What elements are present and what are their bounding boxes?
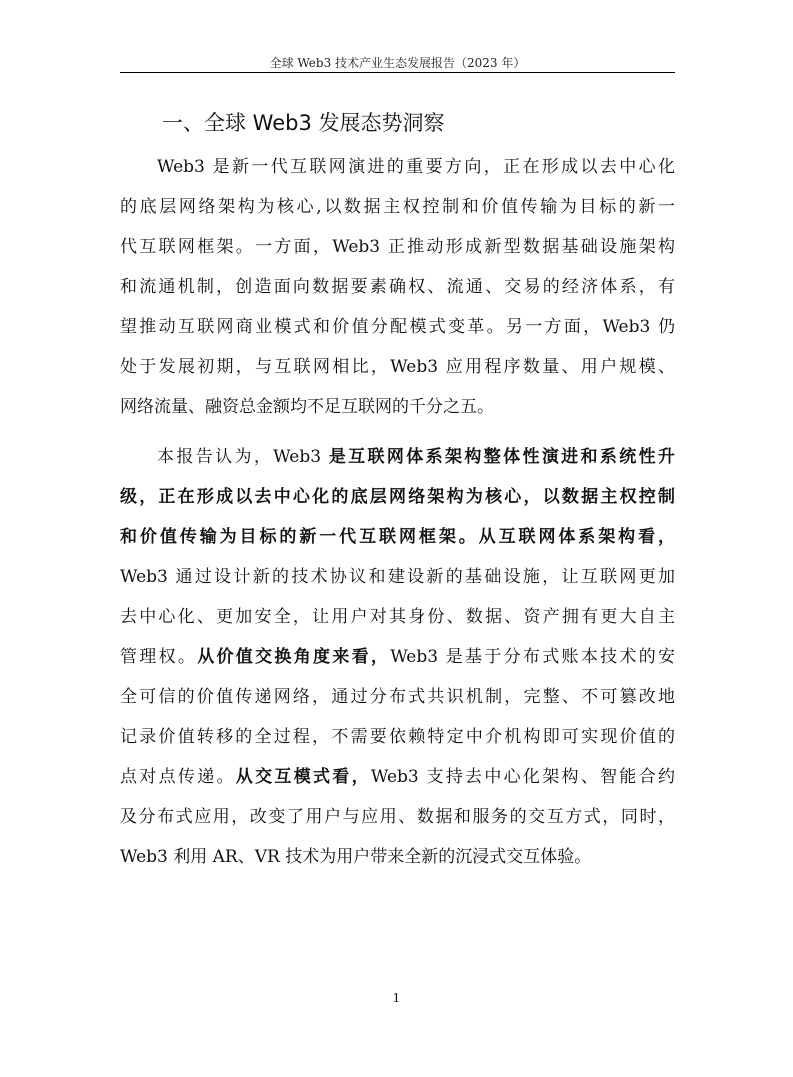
bold-text: 从交互模式看， — [235, 767, 371, 787]
paragraph-line: 和流通机制，创造面向数据要素确权、流通、交易的经济体系，有 — [120, 277, 675, 297]
plain-text: 点对点传递。 — [120, 767, 236, 787]
paragraph-report-view — [120, 437, 675, 877]
paragraph-line: 网络流量、融资总金额均不足互联网的千分之五。 — [120, 397, 494, 417]
plain-text: 本报告认为，Web3 — [157, 447, 329, 467]
paragraph-line — [120, 517, 675, 557]
paragraph-line: Web3 利用 AR、VR 技术为用户带来全新的沉浸式交互体验。 — [120, 847, 592, 867]
paragraph-line — [120, 637, 675, 677]
paragraph-line: Web3 是新一代互联网演进的重要方向，正在形成以去中心化 — [157, 157, 675, 177]
bold-text: 从价值交换角度来看， — [197, 647, 391, 667]
bold-text: 和价值传输为目标的新一代互联网框架。从互联网体系架构看， — [120, 527, 675, 547]
plain-text: 管理权。 — [120, 647, 198, 667]
paragraph-line — [120, 757, 675, 797]
paragraph-line: 处于发展初期，与互联网相比，Web3 应用程序数量、用户规模、 — [120, 357, 675, 377]
paragraph-line: 及分布式应用，改变了用户与应用、数据和服务的交互方式，同时， — [120, 807, 675, 827]
header-divider — [120, 72, 675, 73]
paragraph-line: 记录价值转移的全过程，不需要依赖特定中介机构即可实现价值的 — [120, 727, 675, 747]
paragraph-line — [120, 477, 675, 517]
plain-text: Web3 是基于分布式账本技术的安 — [390, 647, 676, 667]
paragraph-overview — [120, 147, 675, 427]
paragraph-line: 望推动互联网商业模式和价值分配模式变革。另一方面，Web3 仍 — [120, 317, 675, 337]
page-number: 1 — [392, 991, 401, 1005]
bold-text: 是互联网体系架构整体性演进和系统性升 — [328, 447, 676, 467]
section-heading: 一、全球 Web3 发展态势洞察 — [162, 111, 445, 135]
paragraph-line: 去中心化、更加安全，让用户对其身份、数据、资产拥有更大自主 — [120, 607, 675, 627]
paragraph-line: Web3 通过设计新的技术协议和建设新的基础设施，让互联网更加 — [120, 567, 675, 587]
paragraph-line: 的底层网络架构为核心,以数据主权控制和价值传输为目标的新一 — [120, 197, 675, 217]
paragraph-line — [120, 437, 675, 477]
plain-text: Web3 支持去中心化架构、智能合约 — [370, 767, 676, 787]
paragraph-line: 全可信的价值传递网络，通过分布式共识机制，完整、不可篡改地 — [120, 687, 675, 707]
bold-text: 级，正在形成以去中心化的底层网络架构为核心，以数据主权控制 — [120, 487, 675, 507]
running-header: 全球 Web3 技术产业生态发展报告（2023 年） — [269, 56, 526, 70]
paragraph-line: 代互联网框架。一方面，Web3 正推动形成新型数据基础设施架构 — [120, 237, 675, 257]
